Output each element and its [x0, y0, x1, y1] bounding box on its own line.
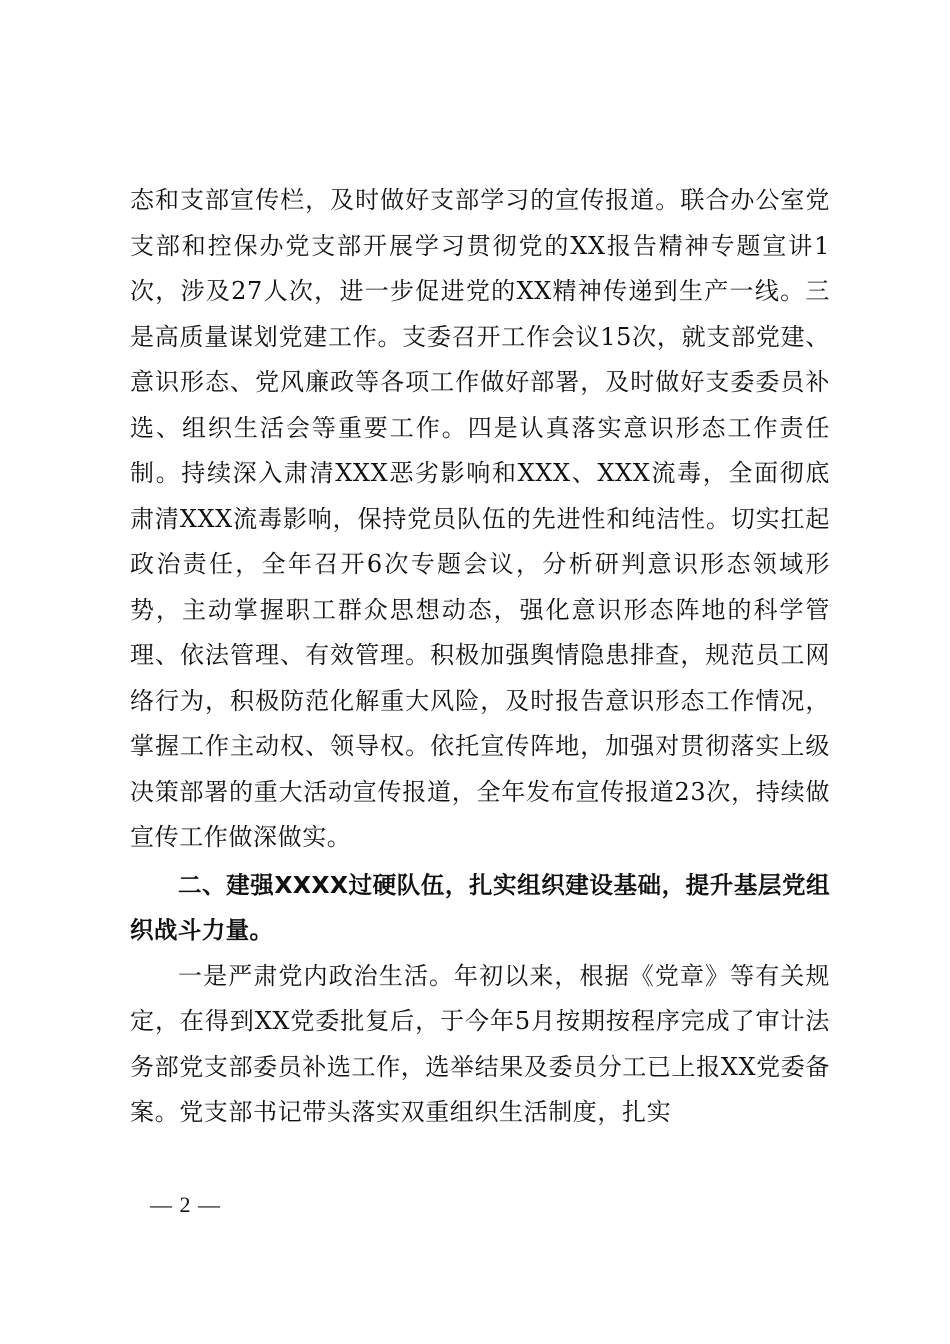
paragraph-party-building-publicity: 态和支部宣传栏，及时做好支部学习的宣传报道。联合办公室党支部和控保办党支部开展学习贯彻党的XX报告精神专题宣讲1次，涉及27人次，进一步促进党的XX精神传递到生产一线。三是高质量谋划党建工作。支委召开工作会议15次，就支部党建、意识形态、党风廉政等各项工作做好部署，及时做好支委委员补选、组织生活会等重要工作。四是认真落实意识形态工作责任制。持续深入肃清XXX恶劣影响和XXX、XXX流毒，全面彻底肃清XXX流毒影响，保持党员队伍的先进性和纯洁性。切实扛起政治责任，全年召开6次专题会议，分析研判意识形态领域形势，主动掌握职工群众思想动态，强化意识形态阵地的科学管理、依法管理、有效管理。积极加强舆情隐患排查，规范员工网络行为，积极防范化解重大风险，及时报告意识形态工作情况，掌握工作主动权、领导权。依托宣传阵地，加强对贯彻落实上级决策部署的重大活动宣传报道，全年发布宣传报道23次，持续做宣传工作做深做实。 [130, 186, 830, 851]
paragraph-political-life: 一是严肃党内政治生活。年初以来，根据《党章》等有关规定，在得到XX党委批复后，于今年5月按期按程序完成了审计法务部党支部委员补选工作，选举结果及委员分工已上报XX党委备案。党支部书记带头落实双重组织生活制度，扎实 [130, 961, 830, 1126]
section-heading-two: 二、建强XXXX过硬队伍，扎实组织建设基础，提升基层党组织战斗力量。 [130, 870, 830, 944]
page-number: — 2 — [150, 1192, 221, 1217]
document-body [130, 178, 830, 1136]
